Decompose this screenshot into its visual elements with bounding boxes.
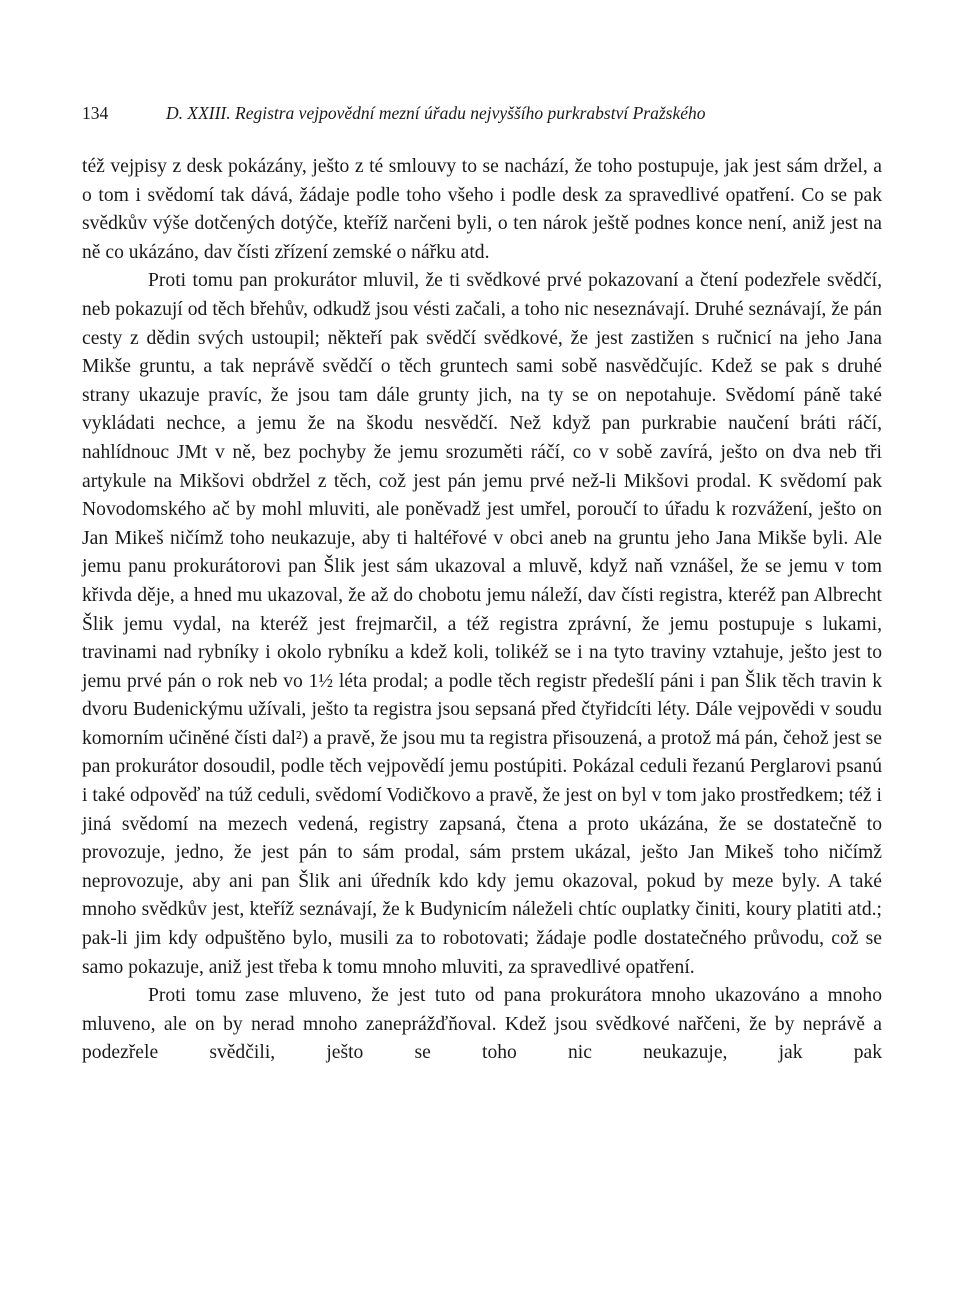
body-text: [82, 153, 882, 1068]
running-head: [82, 103, 882, 129]
paragraph-3: Proti tomu zase mluveno, že jest tuto od pana prokurátora mnoho ukazováno a mnoho mluveno, ale on by nerad mnoho zaneprážďňoval. Kdež jsou svědkové nařčeni, že by neprávě a podezřele svědčili, ješto se toho nic neukazuje, jak pak: [82, 985, 882, 1064]
page-number: 134: [82, 103, 109, 123]
paragraph-1: též vejpisy z desk pokázány, ješto z té smlouvy to se nachází, že toho postupuje, jak jest sám držel, a o tom i svědomí tak dává, žádaje podle toho všeho i podle desk za spravedlivé opatření. Co se pak svědkův výše dotčených dotýče, kteříž narčeni byli, o ten nárok ještě podnes konce není, aniž jest na ně co ukázáno, dav čísti zřízení zemské o nářku atd.: [82, 156, 882, 263]
document-page: [82, 0, 882, 1303]
running-title: D. XXIII. Registra vejpovědní mezní úřadu nejvyššího purkrabství Pražského: [166, 103, 706, 123]
paragraph-2: Proti tomu pan prokurátor mluvil, že ti svědkové prvé pokazovaní a čtení podezřele svědčí, neb pokazují od těch břehův, odkudž jsou vésti začali, a toho nic neseznávají. Druhé seznávají, že pán cesty z dědin svých ustoupil; někteří pak svědčí svědkové, že jest zastižen s ručnicí na jeho Jana Mikše gruntu, a tak neprávě svědčí o těch gruntech sami sobě nasvědčujíc. Kdež se pak s druhé strany ukazuje pravíc, že jsou tam dále grunty jich, na ty se on nepotahuje. Svědomí páně také vykládati nechce, a jemu že na škodu nesvědčí. Než když pan purkrabie naučení bráti ráčí, nahlídnouc JMt v ně, bez pochyby že jemu srozuměti ráčí, co v sobě zavírá, ješto on dva neb tři artykule na Mikšovi obdržel z těch, což jest pán jemu prvé než-li Mikšovi prodal. K svědomí pak Novodomského ač by mohl mluviti, ale poněvadž jest umřel, poroučí to úřadu k rozvážení, ješto on Jan Mikeš ničímž toho neukazuje, aby ti haltéřové v obci aneb na gruntu jeho Jana Mikše byli. Ale jemu panu prokurátorovi pan Šlik jest sám ukazoval a mluvě, když naň vznášel, že se jemu v tom křivda děje, a hned mu ukazoval, že až do chobotu jemu náleží, dav čísti registra, kteréž pan Albrecht Šlik jemu vydal, na kteréž jest frejmarčil, a též registra zprávní, že jemu postupuje s lukami, travinami nad rybníky i okolo rybníku a kdež koli, tolikéž se i na tyto traviny vztahuje, ješto jest to jemu prvé pán o rok neb vo 1½ léta prodal; a podle těch registr předešlí páni i pan Šlik těch travin k dvoru Budenickýmu užívali, ješto ta registra jsou sepsaná před čtyřidcíti léty. Dále vejpovědi v soudu komorním učiněné čísti dal²) a pravě, že jsou mu ta registra přisouzená, a protož má pán, čehož jest se pan prokurátor dosoudil, podle těch vejpovědí jemu postúpiti. Pokázal ceduli řezanú Perglarovi psanú i také odpověď na túž ceduli, svědomí Vodičkovo a pravě, že jest on byl v tom jako prostředkem; též i jiná svědomí na mezech vedená, registry zapsaná, čtena a proto ukázána, že se dostatečně to provozuje, jedno, že jest pán to sám prodal, sám prstem ukázal, ješto Jan Mikeš toho ničímž neprovozuje, aby ani pan Šlik ani úředník kdo kdy jemu okazoval, pokud by meze byly. A také mnoho svědkův jest, kteříž seznávají, že k Budynicím náleželi chtíc ouplatky činiti, koury platiti atd.; pak-li jim kdy odpuštěno bylo, musili za to robotovati; žádaje podle dostatečného průvodu, což se samo pokazuje, aniž jest třeba k tomu mnoho mluviti, za spravedlivé opatření.: [82, 270, 882, 978]
